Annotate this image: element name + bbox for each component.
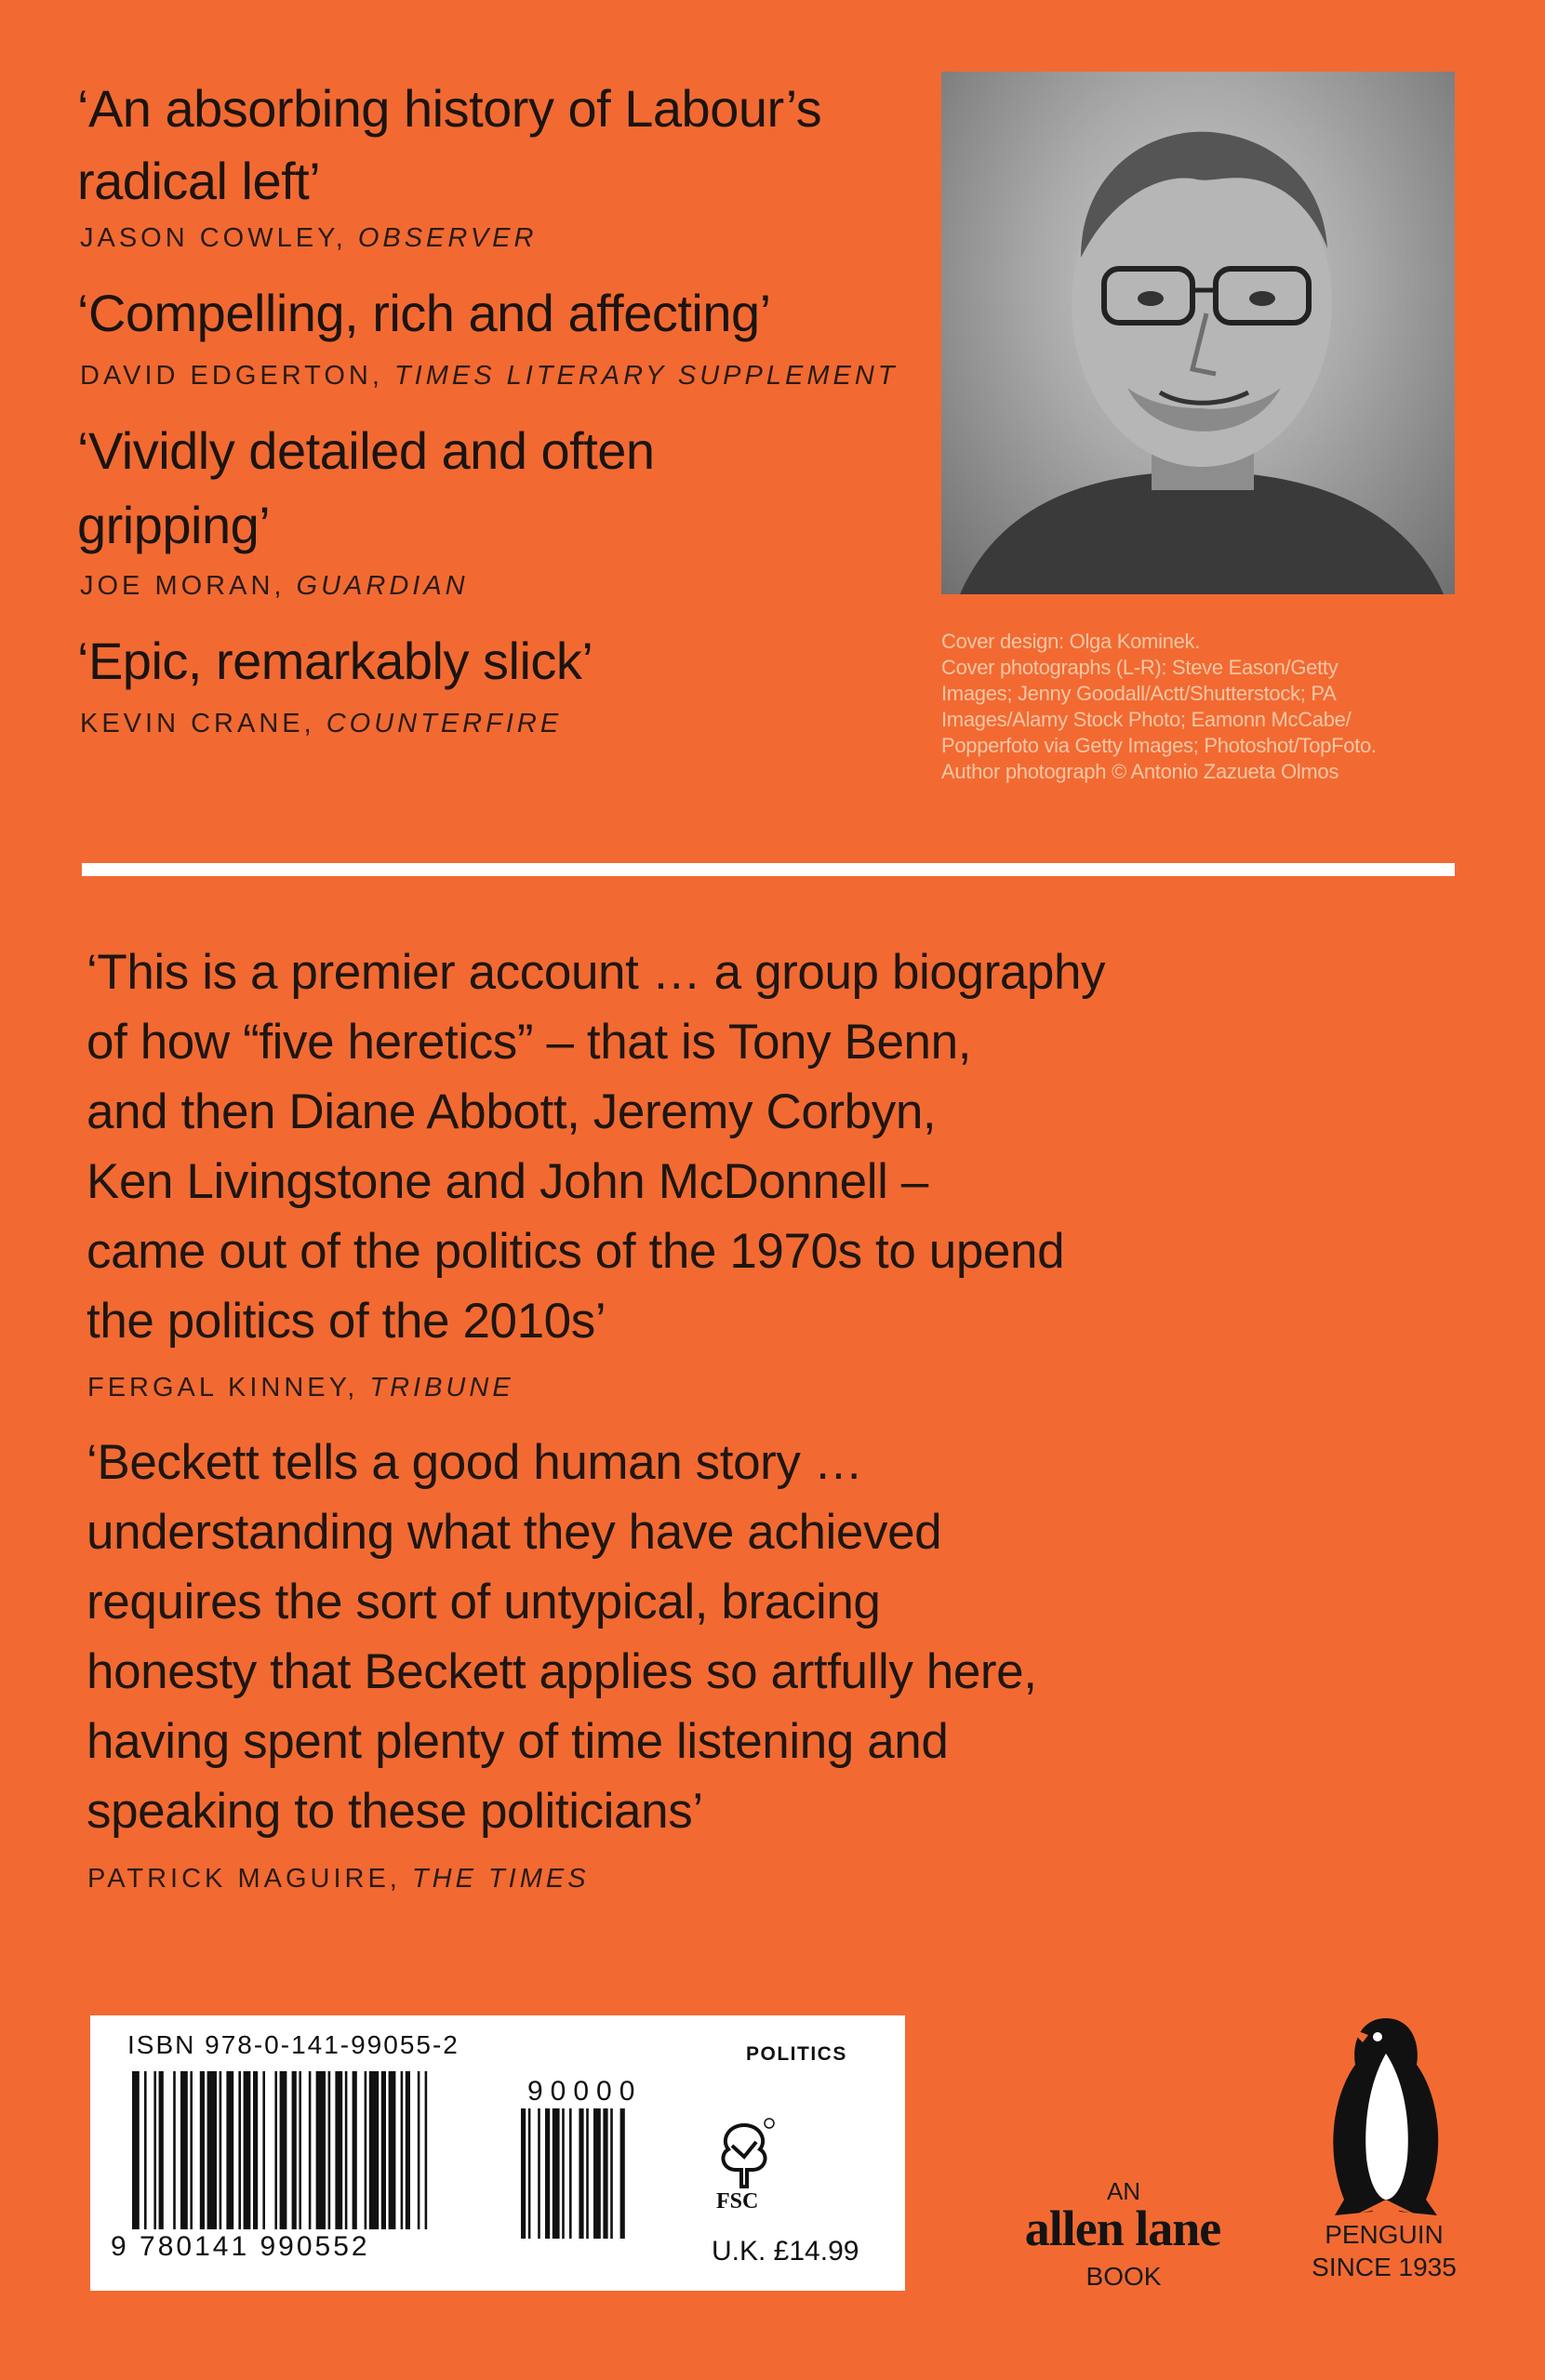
credit-line: Images; Jenny Goodall/Actt/Shutterstock; PA bbox=[941, 682, 1337, 705]
addon-bar bbox=[553, 2108, 560, 2239]
barcode-bar bbox=[345, 2071, 348, 2229]
credit-line: Author photograph © Antonio Zazueta Olmos bbox=[941, 760, 1339, 783]
isbn-label: ISBN 978-0-141-99055-2 bbox=[127, 2030, 460, 2059]
main-quote-2-line: requires the sort of untypical, bracing bbox=[87, 1575, 881, 1629]
penguin-text bbox=[1291, 2218, 1477, 2283]
fsc-label: FSC bbox=[716, 2189, 759, 2214]
quote-1-line-2: radical left’ bbox=[77, 152, 321, 210]
barcode-bar bbox=[406, 2071, 410, 2229]
main-quote-1-line: the politics of the 2010s’ bbox=[87, 1294, 606, 1349]
publisher-since: SINCE 1935 bbox=[1312, 2253, 1457, 2281]
addon-bar bbox=[610, 2108, 613, 2239]
divider-rule bbox=[82, 863, 1455, 876]
fsc-tree-icon bbox=[712, 2118, 777, 2192]
barcode-bar bbox=[173, 2071, 176, 2229]
imprint-logo: allen lane bbox=[1024, 2201, 1221, 2256]
barcode-bar bbox=[299, 2071, 301, 2229]
main-quote-2-line: speaking to these politicians’ bbox=[87, 1784, 703, 1839]
main-quote-2-source: THE TIMES bbox=[411, 1864, 590, 1894]
addon-bar bbox=[569, 2108, 572, 2239]
quote-4-author: KEVIN CRANE, bbox=[80, 709, 315, 738]
barcode-bar bbox=[262, 2071, 265, 2229]
barcode-bar bbox=[180, 2071, 188, 2229]
barcode-bar bbox=[381, 2071, 386, 2229]
main-quote-2-line: ‘Beckett tells a good human story … bbox=[87, 1435, 863, 1490]
quote-1-line-1: ‘An absorbing history of Labour’s bbox=[77, 79, 822, 138]
main-quote-1-line: of how “five heretics” – that is Tony Benn, bbox=[87, 1015, 972, 1070]
addon-bar bbox=[579, 2108, 583, 2239]
barcode-bar bbox=[309, 2071, 312, 2229]
category-label: POLITICS bbox=[746, 2043, 847, 2065]
barcode-bar bbox=[425, 2071, 428, 2229]
penguin-icon bbox=[1307, 2009, 1465, 2232]
quote-2-attribution bbox=[80, 361, 899, 392]
barcode-bar bbox=[401, 2071, 404, 2229]
addon-bar bbox=[562, 2108, 565, 2239]
barcode-bar bbox=[418, 2071, 420, 2229]
quote-1-author: JASON COWLEY, bbox=[80, 223, 347, 253]
publisher-name: PENGUIN bbox=[1325, 2220, 1444, 2249]
author-photo bbox=[941, 72, 1455, 594]
credit-line: Images/Alamy Stock Photo; Eamonn McCabe/ bbox=[941, 708, 1352, 731]
barcode-bar bbox=[244, 2071, 251, 2229]
barcode-bar bbox=[153, 2071, 156, 2229]
barcode-bar bbox=[226, 2071, 233, 2229]
main-quote-2-line: honesty that Beckett applies so artfully here, bbox=[87, 1644, 1037, 1699]
main-quote-1-author: FERGAL KINNEY, bbox=[87, 1373, 359, 1403]
barcode-bar bbox=[292, 2071, 297, 2229]
addon-bar bbox=[593, 2108, 601, 2239]
quote-2-source: TIMES LITERARY SUPPLEMENT bbox=[393, 361, 899, 391]
main-quote-2-line: having spent plenty of time listening and bbox=[87, 1714, 949, 1769]
main-quote-2 bbox=[87, 1428, 1454, 1846]
addon-bar bbox=[528, 2108, 531, 2239]
addon-bar bbox=[603, 2108, 607, 2239]
barcode-bar bbox=[280, 2071, 287, 2229]
main-quote-2-line: understanding what they have achieved bbox=[87, 1505, 942, 1560]
quote-4-line-1: ‘Epic, remarkably slick’ bbox=[77, 632, 593, 690]
main-quote-1 bbox=[87, 937, 1454, 1356]
barcode-bar bbox=[389, 2071, 396, 2229]
addon-bar bbox=[538, 2108, 540, 2239]
quote-2-author: DAVID EDGERTON, bbox=[80, 361, 383, 391]
credit-line: Cover design: Olga Kominek. bbox=[941, 630, 1201, 653]
main-quote-1-line: and then Diane Abbott, Jeremy Corbyn, bbox=[87, 1084, 937, 1139]
addon-bar bbox=[545, 2108, 550, 2239]
credit-line: Cover photographs (L-R): Steve Eason/Getty bbox=[941, 656, 1339, 679]
quote-3-line-2: gripping’ bbox=[77, 496, 271, 554]
quote-4-attribution bbox=[80, 709, 562, 739]
main-quote-1-line: ‘This is a premier account … a group biography bbox=[87, 945, 1106, 1000]
barcode-bars bbox=[132, 2071, 690, 2248]
quote-3-attribution bbox=[80, 571, 469, 602]
quote-1-attribution bbox=[80, 223, 537, 254]
credit-line: Popperfoto via Getty Images; Photoshot/TopFoto. bbox=[941, 734, 1377, 757]
main-quote-2-author: PATRICK MAGUIRE, bbox=[87, 1864, 401, 1894]
addon-bar bbox=[521, 2108, 526, 2239]
barcode-bar bbox=[353, 2071, 357, 2229]
cover-credits bbox=[941, 629, 1462, 785]
price-label: U.K. £14.99 bbox=[712, 2236, 859, 2267]
barcode-digits: 9 780141 990552 bbox=[111, 2231, 370, 2262]
barcode-bar bbox=[274, 2071, 277, 2229]
barcode-bar bbox=[159, 2071, 164, 2229]
addon-bar bbox=[620, 2108, 625, 2239]
barcode-bar bbox=[207, 2071, 217, 2229]
main-quote-1-line: came out of the politics of the 1970s to upend bbox=[87, 1224, 1065, 1279]
main-quote-2-attribution bbox=[87, 1864, 590, 1895]
barcode-bar bbox=[316, 2071, 326, 2229]
barcode-bar bbox=[200, 2071, 205, 2229]
imprint-book: BOOK bbox=[1085, 2262, 1162, 2291]
quote-4-source: COUNTERFIRE bbox=[326, 709, 563, 738]
barcode-box bbox=[90, 2015, 905, 2291]
main-quote-1-attribution bbox=[87, 1373, 514, 1403]
barcode-bar bbox=[238, 2071, 241, 2229]
addon-bar bbox=[586, 2108, 589, 2239]
barcode-bar bbox=[335, 2071, 342, 2229]
main-quote-1-line: Ken Livingstone and John McDonnell – bbox=[87, 1154, 928, 1209]
barcode-bar bbox=[190, 2071, 193, 2229]
barcode-bar bbox=[220, 2071, 222, 2229]
quote-3-source: GUARDIAN bbox=[296, 571, 469, 601]
barcode-bar bbox=[132, 2071, 140, 2229]
quote-3-author: JOE MORAN, bbox=[80, 571, 286, 601]
quote-2-line-1: ‘Compelling, rich and affecting’ bbox=[77, 284, 771, 342]
quote-3-line-1: ‘Vividly detailed and often bbox=[77, 421, 655, 480]
barcode-bar bbox=[253, 2071, 258, 2229]
addon-digits: 90000 bbox=[527, 2076, 643, 2107]
main-quote-1-source: TRIBUNE bbox=[369, 1373, 514, 1403]
barcode-bar bbox=[365, 2071, 367, 2229]
barcode-bar bbox=[328, 2071, 331, 2229]
quote-1-source: OBSERVER bbox=[357, 223, 538, 253]
barcode-bar bbox=[369, 2071, 379, 2229]
barcode-bar bbox=[144, 2071, 147, 2229]
imprint-an: AN bbox=[1106, 2177, 1141, 2205]
